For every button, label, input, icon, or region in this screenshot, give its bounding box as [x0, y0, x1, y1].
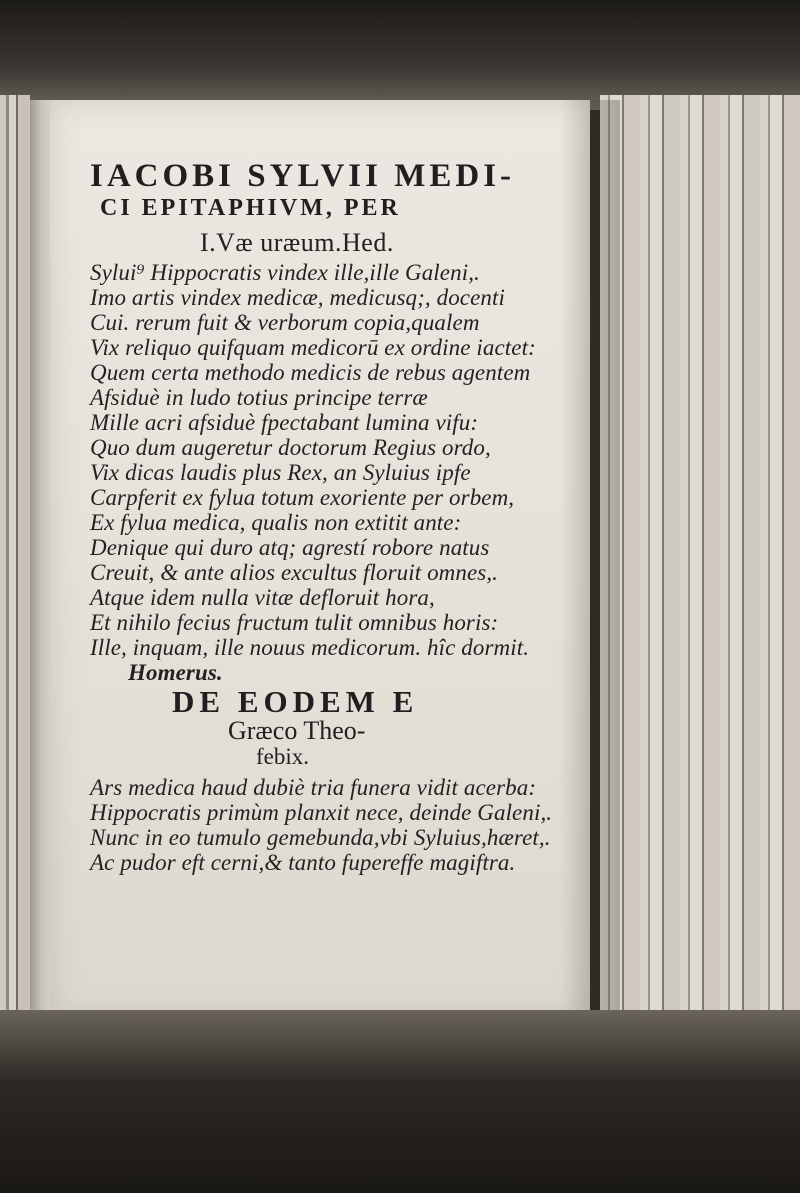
poem-line: Nunc in eo tumulo gemebunda,vbi Syluius,hæret,.: [90, 825, 551, 850]
section-heading-line-2: Græco Theo-: [228, 716, 366, 745]
poem-line: Mille acri afsiduè fpectabant lumina vifu:: [90, 410, 479, 435]
poem-line: Cui. rerum fuit & verborum copia,qualem: [90, 310, 480, 335]
poem-line: Ille, inquam, ille nouus medicorum. hîc dormit.: [90, 635, 530, 660]
poem-line: Vix reliquo quifquam medicorū ex ordine iactet:: [90, 335, 536, 360]
poem-line: Hippocratis primùm planxit nece, deinde Galeni,.: [90, 800, 553, 825]
poem-line: Et nihilo fecius fructum tulit omnibus horis:: [90, 610, 499, 635]
poem-line: Carpferit ex fylua totum exoriente per orbem,: [90, 485, 515, 510]
heading-line-3: I.Væ uræum.Hed.: [200, 228, 394, 257]
poem-line: Ac pudor eft cerni,& tanto fupereffe magiftra.: [90, 850, 516, 875]
heading-line-2: CI EPITAPHIVM, PER: [100, 195, 401, 221]
poem-line: Quo dum augeretur doctorum Regius ordo,: [90, 435, 491, 460]
page-curve-shadow: [560, 100, 620, 1020]
poem-line: Ars medica haud dubiè tria funera vidit acerba:: [90, 775, 537, 800]
book-page-edges-right: [600, 95, 800, 1025]
heading-line-1: IACOBI SYLVII MEDI-: [90, 158, 516, 194]
poem-line: Creuit, & ante alios excultus floruit omnes,.: [90, 560, 499, 585]
poem-line: Vix dicas laudis plus Rex, an Syluius ipfe: [90, 460, 471, 485]
photo-top-background: [0, 0, 800, 110]
section-heading-line-3: febix.: [256, 744, 310, 769]
poem-line: Afsiduè in ludo totius principe terræ: [90, 385, 428, 410]
poem-line: Sylui⁹ Hippocratis vindex ille,ille Galeni,.: [90, 260, 480, 285]
poem-line: Atque idem nulla vitæ defloruit hora,: [90, 585, 435, 610]
section-heading-line-1: DE EODEM E: [172, 684, 419, 719]
book-page-edges-left: [0, 95, 30, 1025]
poem-line: Quem certa methodo medicis de rebus agentem: [90, 360, 531, 385]
poem-line: Denique qui duro atq; agrestí robore natus: [90, 535, 490, 560]
author-attribution: Homerus.: [128, 660, 223, 685]
poem-line: Ex fylua medica, qualis non extitit ante:: [90, 510, 462, 535]
photo-bottom-background: [0, 1010, 800, 1193]
poem-line: Imo artis vindex medicæ, medicusq;, docenti: [90, 285, 505, 310]
